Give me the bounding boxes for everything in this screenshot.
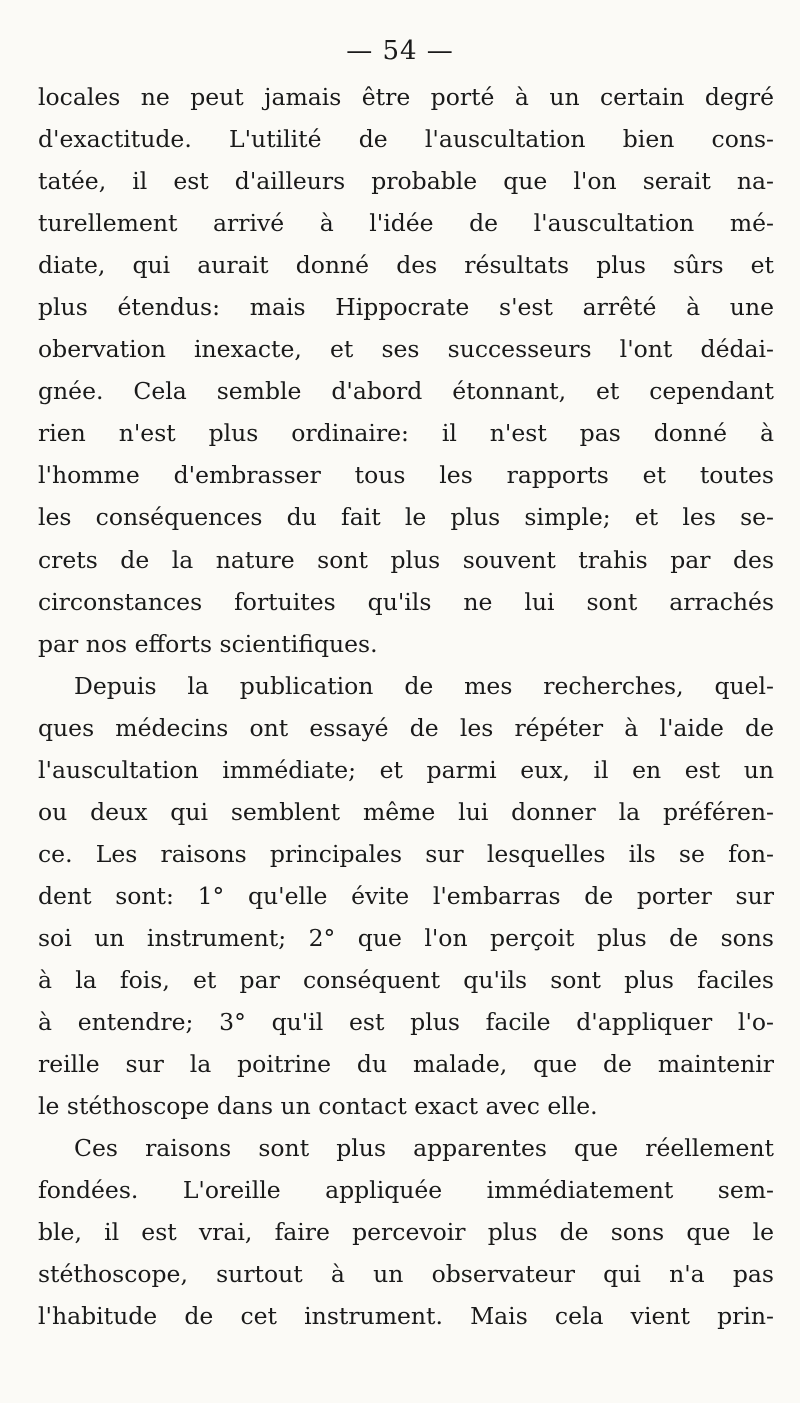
text-line: locales ne peut jamais être porté à un certain degré bbox=[38, 83, 774, 111]
text-line: l'homme d'embrasser tous les rapports et toutes bbox=[38, 461, 774, 490]
text-line: plus étendus: mais Hippocrate s'est arrêté à une bbox=[38, 293, 774, 322]
paragraph-start-line: Ces raisons sont plus apparentes que réellement bbox=[74, 1134, 774, 1163]
text-line: tatée, il est d'ailleurs probable que l'on serait na- bbox=[38, 167, 774, 196]
text-line: ce. Les raisons principales sur lesquelles ils se fon- bbox=[38, 839, 774, 868]
text-line: gnée. Cela semble d'abord étonnant, et cependant bbox=[38, 377, 774, 406]
body-text bbox=[38, 76, 774, 1337]
page-number: — 54 — bbox=[346, 36, 454, 66]
text-line: circonstances fortuites qu'ils ne lui sont arrachés bbox=[38, 587, 774, 616]
text-line: d'exactitude. L'utilité de l'auscultation bien cons- bbox=[38, 125, 774, 154]
paragraph-end-line: par nos efforts scientifiques. bbox=[38, 629, 378, 658]
paragraph-end-line: le stéthoscope dans un contact exact avec elle. bbox=[38, 1092, 598, 1121]
text-line: rien n'est plus ordinaire: il n'est pas donné à bbox=[38, 419, 774, 448]
text-line: à entendre; 3° qu'il est plus facile d'appliquer l'o- bbox=[38, 1008, 774, 1037]
paragraph-start-line: Depuis la publication de mes recherches, quel- bbox=[74, 671, 774, 700]
text-line: ble, il est vrai, faire percevoir plus de sons que le bbox=[38, 1218, 774, 1247]
text-line: obervation inexacte, et ses successeurs l'ont dédai- bbox=[38, 335, 774, 364]
text-line: stéthoscope, surtout à un observateur qui n'a pas bbox=[38, 1260, 774, 1289]
text-line: turellement arrivé à l'idée de l'auscultation mé- bbox=[38, 209, 774, 238]
text-line: l'auscultation immédiate; et parmi eux, il en est un bbox=[38, 755, 774, 784]
text-line: dent sont: 1° qu'elle évite l'embarras de porter sur bbox=[38, 881, 774, 910]
text-line: soi un instrument; 2° que l'on perçoit plus de sons bbox=[38, 923, 774, 952]
text-line: ques médecins ont essayé de les répéter à l'aide de bbox=[38, 713, 774, 742]
text-line: reille sur la poitrine du malade, que de maintenir bbox=[38, 1050, 774, 1079]
text-line: les conséquences du fait le plus simple; et les se- bbox=[38, 503, 774, 532]
text-line: l'habitude de cet instrument. Mais cela vient prin- bbox=[38, 1302, 774, 1331]
text-line: fondées. L'oreille appliquée immédiatement sem- bbox=[38, 1176, 774, 1205]
text-line: à la fois, et par conséquent qu'ils sont plus faciles bbox=[38, 965, 774, 994]
text-line: diate, qui aurait donné des résultats plus sûrs et bbox=[38, 251, 774, 280]
text-line: crets de la nature sont plus souvent trahis par des bbox=[38, 545, 774, 574]
text-line: ou deux qui semblent même lui donner la préféren- bbox=[38, 797, 774, 826]
